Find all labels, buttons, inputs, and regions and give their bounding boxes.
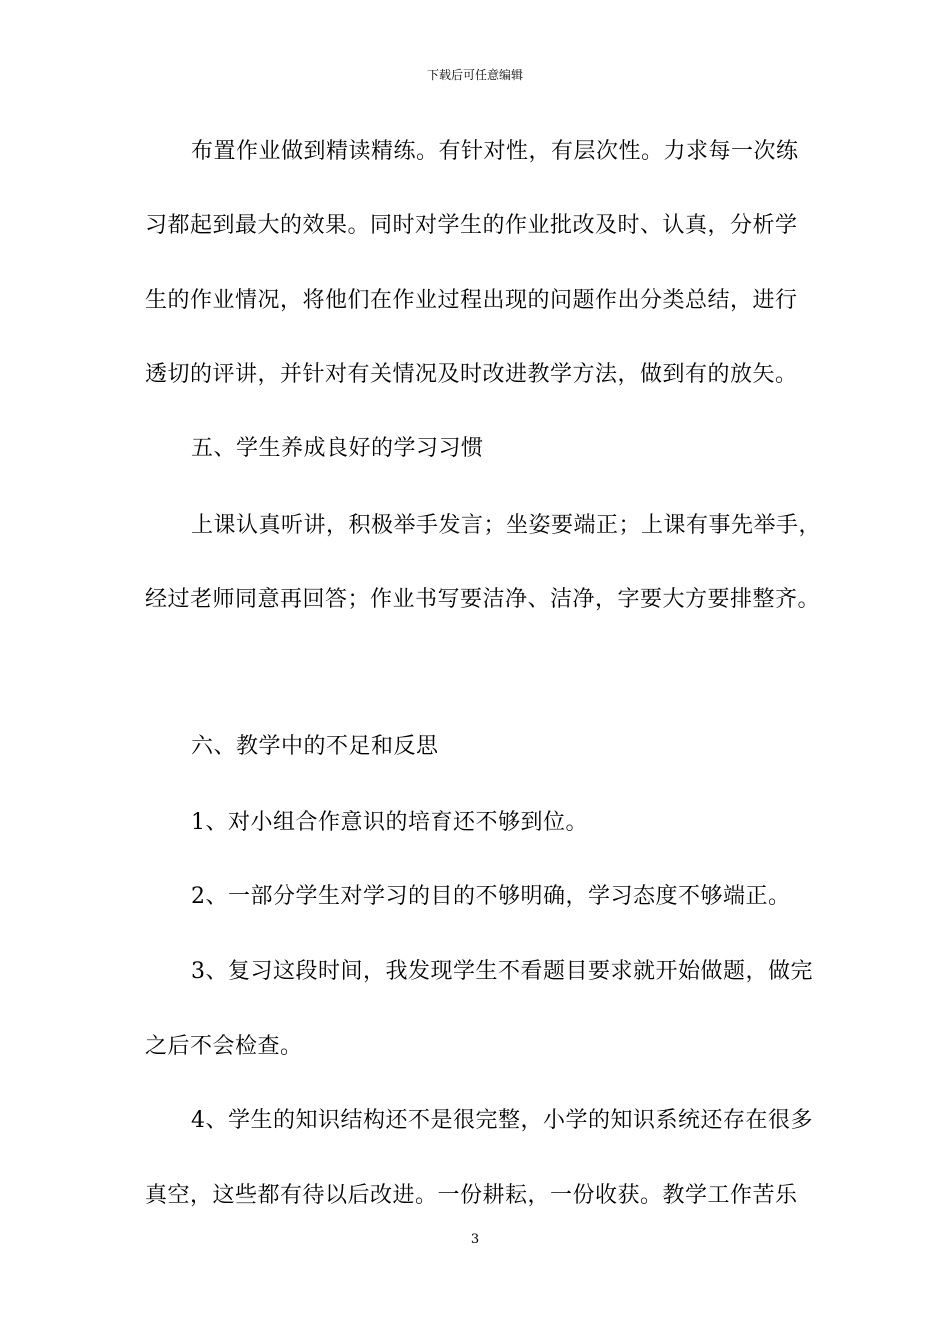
list-item: 4、学生的知识结构还不是很完整，小学的知识系统还存在很多 [191,1108,813,1133]
list-item: 3、复习这段时间，我发现学生不看题目要求就开始做题，做完 [191,959,813,984]
list-item: 2、一部分学生对学习的目的不够明确，学习态度不够端正。 [191,884,791,909]
paragraph-line: 上课认真听讲，积极举手发言；坐姿要端正；上课有事先举手， [191,513,822,538]
list-item-continuation: 之后不会检查。 [145,1034,303,1059]
list-item: 1、对小组合作意识的培育还不够到位。 [191,810,588,835]
section-heading: 六、教学中的不足和反思 [191,734,439,759]
paragraph-line: 生的作业情况，将他们在作业过程出现的问题作出分类总结，进行 [145,288,798,313]
page-header-note: 下载后可任意编辑 [426,68,523,82]
paragraph-line: 透切的评讲，并针对有关情况及时改进教学方法，做到有的放矢。 [145,362,798,387]
paragraph-line: 布置作业做到精读精练。有针对性，有层次性。力求每一次练 [191,139,799,164]
page-number: 3 [470,1232,480,1247]
section-heading: 五、学生养成良好的学习习惯 [191,436,484,461]
paragraph-line: 习都起到最大的效果。同时对学生的作业批改及时、认真，分析学 [145,213,798,238]
list-item-continuation: 真空，这些都有待以后改进。一份耕耘，一份收获。教学工作苦乐 [145,1183,798,1208]
paragraph-line: 经过老师同意再回答；作业书写要洁净、洁净，字要大方要排整齐。 [145,587,821,612]
